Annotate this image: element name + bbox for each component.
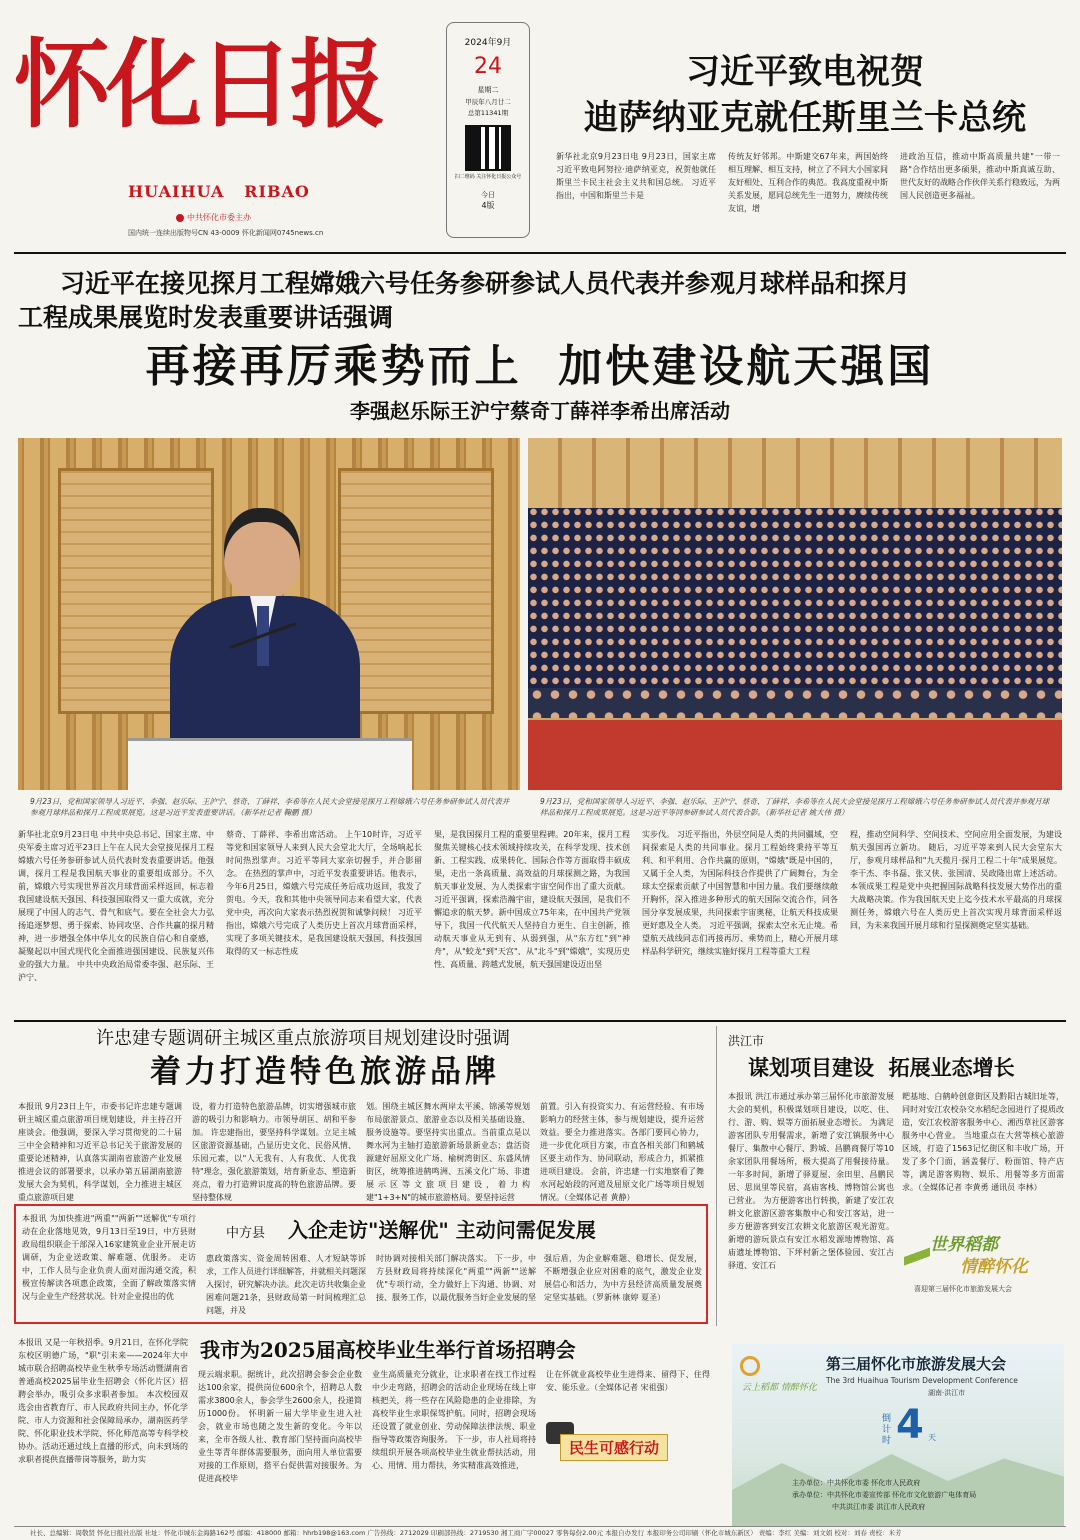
- zhongfang-col1: 本报讯 为加快推进"两重""两新""送解优"专项行动在企业落地见效，9月13日至19日，中方县财政局组织联企干部深入16家建筑业企业开展走访调研，为企业送政策、解难题、优服务。 走访中，工作人员与企业负责人面对面沟通交流，积极宣传解读各项惠企政策，全面了解政策落实情况与企业生产经营状况。针对企业提出的优: [22, 1214, 196, 1301]
- top-story-col2: 传统友好邻邦。中斯建交67年来，两国始终相互理解、相互支持，树立了不同大小国家间友好相处、互利合作的典范。我高度重视中斯关系发展，愿同总统先生一道努力，赓续传统友谊，增: [728, 152, 888, 213]
- crowd: [528, 508, 1062, 708]
- tourism-kicker: 许忠建专题调研主城区重点旅游项目规划建设时强调: [96, 1028, 510, 1049]
- date-day: 24: [474, 54, 502, 79]
- hongjiang-col1: 本报讯 洪江市通过承办第三届怀化市旅游发展大会的契机，积极谋划项目建设，以吃、住、行、游、购、娱等方面拓展业态增长。 为满足游客团队专用餐需求，新增了安江镇服务中心餐厅、集散中心餐厅、黔城、昌鹏商餐厅等10余家团队用餐场所，极大提高了用餐接待量。 一年多时间，新增了驿夏屋、余田里、昌鹏民居、思岚里等民宿，高庙客栈、博物馆公寓也已营业。 为方便游客出行转换，新建了安江农耕文化旅游区游客集散中心和安江客站，进一步方便游客到安江农耕文化旅游区观光游览。 新增的游玩景点有安江水稻发源地博物馆、高庙遗址博物馆、下坪村新之堡体验园、安江古驿道、安江石: [728, 1092, 894, 1270]
- date-lunar: 甲辰年八月廿二: [465, 98, 511, 106]
- lead-col1: 新华社北京9月23日电 中共中央总书记、国家主席、中央军委主席习近平23日上午在人民大会堂接见探月工程嫦娥六号任务参研参试人员代表时发表重要讲话。他强调，探月工程是我国航天事业的重要组成部分。不久前，嫦娥六号实现世界首次月球背面采样返回，标志着我国建设航天强国、科技强国取得又一重大成就，充分展现了中国人的志气、骨气和底气。要在全社会大力弘扬追逐梦想、勇于探索、协同攻坚、合作共赢的探月精神，进一步增强全体中华儿女的民族自信心和自豪感，凝聚起以中国式现代化全面推进强国建设、民族复兴伟业的强大力量。 中共中央政治局常委李强、赵乐际、王沪宁、: [18, 830, 214, 982]
- ad-organizer: 承办单位：中共怀化市委宣传部 怀化市文化旅游广电体育局: [792, 1491, 977, 1499]
- podium: [128, 738, 412, 793]
- date-box: [446, 22, 530, 238]
- lead-col4: 实步伐。 习近平指出，外层空间是人类的共同疆域，空间探索是人类的共同事业。探月工程始终秉持平等互利、和平利用、合作共赢的原则，"嫦娥"既是中国的，又属于全人类，为国际科技合作提供了广阔舞台，为全球太空探索贡献了中国智慧和中国力量。我们要继续敞开胸怀，深入推进多种形式的航天国际交流合作，同各国分享发展成果，共同探索宇宙奥秘，让航天科技成果更好惠及全人类。 习近平强调，探索太空永无止境。希望航天战线同志们再接再厉、乘势而上，精心开展月球样品科学研究，继续实施好探月工程等重大工程: [642, 830, 838, 956]
- ad-host: 主办单位：中共怀化市委 怀化市人民政府: [792, 1479, 921, 1487]
- ad-logo-text: 云上稻都 情醉怀化: [742, 1383, 817, 1393]
- sponsor-line: [176, 212, 251, 223]
- tourism-conference-ad[interactable]: [732, 1344, 1064, 1524]
- tourism-headline: 着力打造特色旅游品牌: [150, 1054, 500, 1090]
- tourism-logo: [900, 1226, 1064, 1304]
- jobs-col4: 让在怀就业高校毕业生进得来、留得下、住得安、能乐业。（全媒体记者 宋祖强）: [546, 1370, 710, 1392]
- zhongfang-col4: 强后盾，为企业解难题、稳增长、促发展，不断增强企业应对困难的底气，激发企业发展信心和活力，为中方县经济高质量发展奠定坚实基础。（罗新林 康婷 夏圣）: [544, 1254, 702, 1302]
- lead-subhead: 李强赵乐际王沪宁蔡奇丁薛祥李希出席活动: [350, 399, 730, 423]
- tourism-col2: 设，着力打造特色旅游品牌，切实增强城市旅游的吸引力和影响力。市领导胡匡、胡和平参加。 许忠建指出，要坚持科学谋划。立足主城区旅游资源基础，凸显历史文化、民俗风情、乐园元素，以"人无我有、人有我优、人优我特"理念，强化旅游策划，培育新业态、塑造新亮点，着力打造辨识度高的特色旅游品牌。要坚持整体规: [192, 1102, 356, 1202]
- date-weekday: 星期二: [477, 86, 499, 94]
- masthead-pinyin: HUAIHUA RIBAO: [128, 182, 310, 201]
- zhongfang-col2: 惠政策落实、资金周转困难、人才短缺等诉求，工作人员进行详细解答，并就相关问题深入探讨，研究解决办法。此次走访共收集企业困难问题21条，县财政局第一时间梳理汇总问题，并及: [206, 1254, 366, 1315]
- pages-count: 4版: [481, 201, 495, 210]
- photo-group: [528, 438, 1062, 790]
- qr-code[interactable]: [465, 125, 511, 171]
- lead-headline: 再接再厉乘势而上 加快建设航天强国: [145, 341, 935, 392]
- lead-col5: 程，推动空间科学、空间技术、空间应用全面发展，为建设航天强国再立新功。 随后，习近平等来到人民大会堂东大厅，参观月球样品和"九天揽月·探月工程二十年"成果展览。 李干杰、李书磊、张又侠、张国清、吴政隆出席上述活动。 本领成果工程是党中央把握国际战略科技发展大势作出的重大战略决策。作为我国航天史上迄今技术水平最高的月球探测任务，嫦娥六号在人类历史上首次实现月球背面采样返回，为未来我国开展月球和行星探测奠定坚实基础。: [850, 830, 1062, 930]
- party-emblem-icon: [176, 214, 184, 222]
- logo-sub: 喜迎第三届怀化市旅游发展大会: [914, 1285, 1012, 1293]
- sponsor-text: 中共怀化市委主办: [187, 213, 251, 222]
- jobs-badge: [546, 1420, 696, 1460]
- badge-text: 民生可感行动: [560, 1434, 668, 1461]
- hongjiang-headline: 谋划项目建设 拓展业态增长: [748, 1055, 1015, 1080]
- lead-col2: 蔡奇、丁薛祥、李希出席活动。 上午10时许，习近平等党和国家领导人来到人民大会堂北大厅，全场响起长时间热烈掌声。习近平等同大家亲切握手，并合影留念。 在热烈的掌声中，习近平发表重要讲话。他表示，今年6月25日，嫦娥六号完成任务后成功返回，我发了贺电。今天，我和其他中央领导同志来看望大家，代表党中央，再次向大家表示热烈祝贺和诚挚问候！ 习近平指出，嫦娥六号完成了人类历史上首次月球背面采样，实现了多项关键技术，是我国建设航天强国、科技强国取得的又一标志性成: [226, 830, 422, 956]
- logo-line2: 情醉怀化: [960, 1257, 1028, 1277]
- footer-rule: [14, 1526, 1066, 1527]
- top-headline-line1: 习近平致电祝贺: [686, 52, 924, 92]
- qr-note: 扫二维码 关注怀化日报公众号: [454, 174, 522, 180]
- lead-kicker-line1: 习近平在接见探月工程嫦娥六号任务参研参试人员代表并参观月球样品和探月: [60, 269, 911, 298]
- countdown-unit: 天: [928, 1433, 936, 1442]
- top-headline-line2: 迪萨纳亚克就任斯里兰卡总统: [584, 98, 1026, 138]
- hongjiang-col2: 耙基地、白鹤岭创意街区及黔阳古城旧址等，同时对安江农校杂交水稻纪念园进行了提质改造，安江农校游客服务中心、湘西草社区游客服务中心营业。 当地重点在大营等核心旅游区域，打造了1563记忆街区和丰收广场，开发了多个门面，涵盖餐厅、粉面馆、特产店等，满足游客购物、娱乐、用餐等多方面需求。（全媒体记者 李黄勇 通讯员 李林）: [902, 1092, 1064, 1192]
- jobs-col2: 现云端求职。据统计，此次招聘会参会企业数达100余家，提供岗位600余个，招聘总人数需求3800余人，参会学生2600余人，投递简历1000份。 怀明新一届大学毕业生进入社会，就业市场也随之发生新的变化。今年以来，全市各级人社、教育部门坚持面向高校毕业生等青年群体需要服务，面向用人单位需要对接的工作原则，搭平台促供需对接服务。为促进高校毕: [198, 1370, 362, 1483]
- countdown-label: 倒计时: [882, 1414, 892, 1446]
- tourism-col1: 本报讯 9月23日上午，市委书记许忠建专题调研主城区重点旅游项目规划建设，并主持召开座谈会。他强调，要深入学习贯彻党的二十届三中全会精神和习近平总书记关于旅游发展的重要论述精神，认真落实湖南省旅游产业发展推进会议的部署要求，以承办第五届湖南旅游发展大会为契机，科学谋划，全力推进主城区重点旅游项目建: [18, 1102, 182, 1202]
- zhongfang-headline: 入企走访"送解优" 主动问需促发展: [288, 1218, 596, 1242]
- registration-line: 国内统一连续出版物号CN 43-0009 怀化新闻网0745news.cn: [128, 229, 324, 237]
- zhongfang-box: [14, 1204, 708, 1324]
- ad-title-en: The 3rd Huaihua Tourism Development Conference: [826, 1376, 1018, 1385]
- column-divider: [716, 1026, 717, 1326]
- countdown-value: 4: [896, 1402, 924, 1448]
- lead-col3: 果，是我国探月工程的重要里程碑。20年来，探月工程聚焦关键核心技术领域持续攻关，在科学发现、技术创新、工程实践、成果转化、国际合作等方面取得丰硕成果，走出一条高质量、高效益的月球探测之路，为我国航天事业发展、为人类探索宇宙空间作出了重大贡献。 习近平强调，探索浩瀚宇宙，建设航天强国，是我们不懈追求的航天梦。新中国成立75年来，在中国共产党领导下，我国一代代航天人坚持自力更生、自主创新，推动航天事业从无到有、从弱到强，从"东方红"到"神舟"，从"蛟龙"到"天宫"、从"北斗"到"嫦娥"，实现历史性、高质量、跨越式发展，航天强国建设迈出坚: [434, 830, 630, 969]
- front-row: [528, 688, 1062, 718]
- red-carpet: [528, 720, 1062, 790]
- footer-text: 社长、总编辑：周敬贤 怀化日报社出版 社址：怀化市城东金海路162号 邮编：418000 邮箱：hhrb198@163.com 广告热线：2712029 印刷部热线：2719530 湘工商广字00027 零售每份2.00元 本报自办发行 本报印务公司印刷（怀化市城东新区） 责编：李红 美编：刘文娟 校对：刘春 责校：米芳: [30, 1529, 902, 1537]
- jobs-col1: 本报讯 又是一年秋招季。9月21日，在怀化学院东校区明德广场，"职"引未来——2024年大中城市联合招聘高校毕业生秋季专场活动暨湖南省普通高校2025届毕业生招聘会（怀化片区）招聘会举办，吸引众多求职者参加。 本次校园双选会由省教育厅、市人民政府共同主办，怀化学院、市人力资源和社会保障局承办，湖南医药学院、怀化职业技术学院、怀化师范高等专科学校协办。活动还通过线上直播的形式，向未到场的求职者提供直播带岗等服务，助力实: [18, 1338, 188, 1464]
- wall-panel: [338, 468, 494, 714]
- issue-number: 总第11341期: [467, 109, 509, 117]
- hongjiang-place: 洪江市: [728, 1034, 765, 1048]
- masthead-rule: [14, 252, 1066, 254]
- zhongfang-col3: 时协调对接相关部门解决落实。 下一步，中方县财政局将持续深化"两重""两新""送解优"专项行动，全力做好上下沟通、协调、对接、服务工作，以最优服务当好企业发展的坚: [376, 1254, 536, 1302]
- jobs-headline: 我市为2025届高校毕业生举行首场招聘会: [200, 1338, 576, 1362]
- ad-logo-icon: [740, 1356, 760, 1376]
- tourism-col3: 划。围绕主城区舞水两岸太平溪、锦溪等规划布局旅游景点、旅游业态以及相关基础设施、服务设施等。要坚持实出重点。当前重点是以舞水河为主轴打造旅游新场景新业态；盘活资源建好屈原文化广场、榆树湾街区、东盛风情街区，统筹推进鹤鸣洲、五溪文化广场、非遗展示区等文旅项目建设，着力构建"1+3+N"的城市旅游格局。要坚持运营: [366, 1102, 530, 1202]
- rice-icon: [904, 1234, 930, 1282]
- tourism-col4: 前置。引入有投资实力、有运营经验、有市场影响力的经营主体，参与规划建设，提升运营效益。要全力推进落实。各部门要同心协力，进一步优化项目方案，市直各相关部门和鹤城区要主动作为、协同联动，形成合力，抓紧推进项目建设。 会前，许忠建一行实地察看了舞水河起始段的河道及屈原文化广场等项目规划情况。（全媒体记者 黄静）: [540, 1102, 704, 1202]
- photo-speaker: [18, 438, 520, 790]
- top-story-col3: 进政治互信，推动中斯高质量共建"一带一路"合作结出更多硕果，推动中斯真诚互助、世代友好的战略合作伙伴关系行稳致远，为两国人民创造更多福祉。: [900, 152, 1060, 200]
- ad-location: 湖南·洪江市: [928, 1389, 966, 1397]
- section-rule: [14, 1020, 1066, 1022]
- ad-organizer2: 中共洪江市委 洪江市人民政府: [832, 1503, 926, 1511]
- photo-caption-left: 9月23日，党和国家领导人习近平、李强、赵乐际、王沪宁、蔡奇、丁薛祥、李希等在人民大会堂接见探月工程嫦娥六号任务参研参试人员代表并参观月球样品和探月工程成果展览。这是习近平发表重要讲话。（新华社记者 鞠鹏 摄）: [30, 797, 510, 817]
- zhongfang-place: 中方县: [226, 1226, 266, 1241]
- date-year-month: 2024年9月: [464, 38, 512, 48]
- logo-line1: 世界稻都: [930, 1235, 998, 1255]
- masthead-title: 怀化日报: [14, 28, 382, 141]
- hall-ceiling: [528, 438, 1062, 518]
- top-story-col1: 新华社北京9月23日电 9月23日，国家主席习近平致电阿努拉·迪萨纳亚克，祝贺他就任斯里兰卡民主社会主义共和国总统。 习近平指出，中国和斯里兰卡是: [556, 152, 716, 200]
- pages-label: 今日: [481, 191, 495, 199]
- jobs-col3: 业生高质量充分就业，让求职者在找工作过程中少走弯路，招聘会的活动企业现场在线上审核把关，将一些存在风险隐患的企业排除，为高校毕业生求职保驾护航。同时，招聘会现场还设置了就业创业、劳动保障法律法规、职业指导等政策咨询服务。 下一步，市人社局将持续组织开展各项高校毕业生就业帮扶活动，用心、用情、用力帮扶，务实精准高效推进，: [372, 1370, 536, 1470]
- photo-caption-right: 9月23日，党和国家领导人习近平、李强、赵乐际、王沪宁、蔡奇、丁薛祥、李希等在人民大会堂接见探月工程嫦娥六号任务参研参试人员代表并参观月球样品和探月工程成果展览。这是习近平等同参研参试人员代表合影。（新华社记者 姚大伟 摄）: [540, 797, 1050, 817]
- ad-title: 第三届怀化市旅游发展大会: [826, 1355, 1007, 1373]
- speaker-head: [224, 508, 300, 600]
- lead-kicker-line2: 工程成果展览时发表重要讲话强调: [18, 303, 394, 332]
